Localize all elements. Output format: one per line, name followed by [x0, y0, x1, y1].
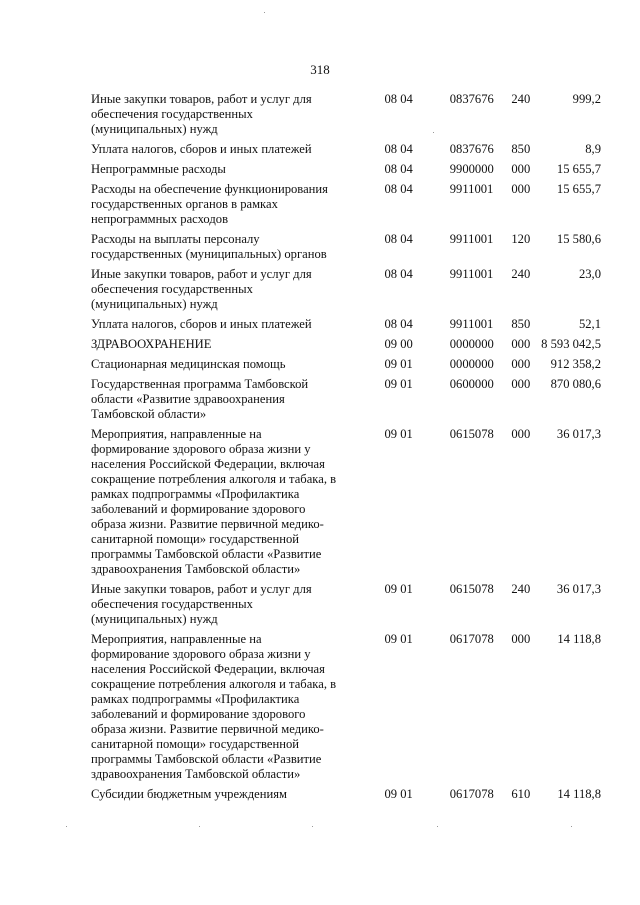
table-row	[91, 317, 601, 337]
row-target-article-cell: 0615078	[449, 427, 494, 441]
scan-speck	[312, 826, 313, 827]
table-row	[91, 267, 601, 317]
table-row	[91, 92, 601, 142]
row-name-cell: Иные закупки товаров, работ и услуг для обеспечения государственных (муниципальных) нужд	[91, 582, 312, 626]
row-section-code-cell: 08 04	[384, 267, 413, 281]
table-row	[91, 427, 601, 582]
row-expense-type-cell: 000	[511, 427, 531, 441]
row-target-article-cell: 9900000	[449, 162, 494, 176]
row-target-article-cell: 0600000	[449, 377, 494, 391]
row-expense-type-cell: 850	[511, 142, 531, 156]
row-name-cell: ЗДРАВООХРАНЕНИЕ	[91, 337, 212, 351]
table-row	[91, 337, 601, 357]
row-expense-type-cell: 240	[511, 267, 531, 281]
scan-speck	[66, 826, 67, 827]
scan-speck	[264, 12, 265, 13]
row-section-code-cell: 08 04	[384, 162, 413, 176]
scan-speck	[571, 826, 572, 827]
row-expense-type-cell: 240	[511, 582, 531, 596]
row-section-code-cell: 09 01	[384, 787, 413, 801]
scan-speck	[437, 826, 438, 827]
row-amount-cell: 15 655,7	[556, 182, 601, 196]
row-target-article-cell: 0000000	[449, 337, 494, 351]
row-expense-type-cell: 850	[511, 317, 531, 331]
row-amount-cell: 36 017,3	[556, 427, 601, 441]
row-name-cell: Иные закупки товаров, работ и услуг для обеспечения государственных (муниципальных) нужд	[91, 92, 312, 136]
row-name-cell: Расходы на выплаты персоналу государственных (муниципальных) органов	[91, 232, 327, 261]
row-amount-cell: 870 080,6	[550, 377, 601, 391]
table-row	[91, 357, 601, 377]
row-name-cell: Стационарная медицинская помощь	[91, 357, 286, 371]
row-expense-type-cell: 000	[511, 357, 531, 371]
row-name-cell: Государственная программа Тамбовской области «Развитие здравоохранения Тамбовской области»	[91, 377, 309, 421]
row-target-article-cell: 0837676	[449, 142, 494, 156]
row-target-article-cell: 9911001	[449, 267, 494, 281]
row-section-code-cell: 08 04	[384, 142, 413, 156]
table-row	[91, 377, 601, 427]
row-expense-type-cell: 000	[511, 337, 531, 351]
budget-table	[91, 92, 601, 807]
row-amount-cell: 8,9	[585, 142, 601, 156]
row-amount-cell: 23,0	[578, 267, 601, 281]
row-name-cell: Непрограммные расходы	[91, 162, 226, 176]
budget-table-body	[91, 92, 601, 807]
row-name-cell: Мероприятия, направленные на формирование здорового образа жизни у населения Российской Федерации, включая сокращение потребления алкоголя и табака, в рамках подпрограммы «Профилактика заболеваний и формирование здорового образа жизни. Развитие первичной медико-санитарной помощи» государственной программы Тамбовской области «Развитие здравоохранения Тамбовской области»	[91, 427, 337, 576]
row-amount-cell: 52,1	[578, 317, 601, 331]
row-expense-type-cell: 000	[511, 182, 531, 196]
row-name-cell: Уплата налогов, сборов и иных платежей	[91, 142, 312, 156]
table-row	[91, 582, 601, 632]
table-row	[91, 142, 601, 162]
row-amount-cell: 15 655,7	[556, 162, 601, 176]
scan-speck	[199, 826, 200, 827]
row-amount-cell: 14 118,8	[557, 787, 601, 801]
row-expense-type-cell: 000	[511, 632, 531, 646]
row-name-cell: Иные закупки товаров, работ и услуг для обеспечения государственных (муниципальных) нужд	[91, 267, 312, 311]
row-target-article-cell: 0617078	[449, 632, 494, 646]
row-section-code-cell: 08 04	[384, 182, 413, 196]
row-target-article-cell: 0000000	[449, 357, 494, 371]
table-row	[91, 162, 601, 182]
row-target-article-cell: 9911001	[449, 182, 494, 196]
row-section-code-cell: 08 04	[384, 232, 413, 246]
page-number: 318	[310, 62, 330, 77]
row-target-article-cell: 0837676	[449, 92, 494, 106]
row-section-code-cell: 09 01	[384, 377, 413, 391]
row-expense-type-cell: 240	[511, 92, 531, 106]
row-target-article-cell: 0617078	[449, 787, 494, 801]
row-amount-cell: 8 593 042,5	[541, 337, 601, 351]
table-row	[91, 232, 601, 267]
row-section-code-cell: 09 01	[384, 357, 413, 371]
row-amount-cell: 14 118,8	[557, 632, 601, 646]
row-section-code-cell: 08 04	[384, 317, 413, 331]
table-row	[91, 632, 601, 787]
row-section-code-cell: 09 00	[384, 337, 413, 351]
row-section-code-cell: 09 01	[384, 427, 413, 441]
row-name-cell: Субсидии бюджетным учреждениям	[91, 787, 287, 801]
row-section-code-cell: 09 01	[384, 632, 413, 646]
row-expense-type-cell: 610	[511, 787, 531, 801]
row-expense-type-cell: 120	[511, 232, 531, 246]
row-amount-cell: 36 017,3	[556, 582, 601, 596]
row-target-article-cell: 9911001	[449, 317, 494, 331]
table-row	[91, 787, 601, 807]
row-expense-type-cell: 000	[511, 162, 531, 176]
table-row	[91, 182, 601, 232]
row-amount-cell: 15 580,6	[556, 232, 601, 246]
row-target-article-cell: 9911001	[449, 232, 494, 246]
row-target-article-cell: 0615078	[449, 582, 494, 596]
row-section-code-cell: 09 01	[384, 582, 413, 596]
scan-speck	[433, 132, 434, 133]
row-name-cell: Уплата налогов, сборов и иных платежей	[91, 317, 312, 331]
row-expense-type-cell: 000	[511, 377, 531, 391]
row-section-code-cell: 08 04	[384, 92, 413, 106]
row-name-cell: Расходы на обеспечение функционирования государственных органов в рамках непрограммных расходов	[91, 182, 328, 226]
row-name-cell: Мероприятия, направленные на формирование здорового образа жизни у населения Российской Федерации, включая сокращение потребления алкоголя и табака, в рамках подпрограммы «Профилактика заболеваний и формирование здорового образа жизни. Развитие первичной медико-санитарной помощи» государственной программы Тамбовской области «Развитие здравоохранения Тамбовской области»	[91, 632, 337, 781]
row-amount-cell: 912 358,2	[550, 357, 601, 371]
row-amount-cell: 999,2	[572, 92, 601, 106]
